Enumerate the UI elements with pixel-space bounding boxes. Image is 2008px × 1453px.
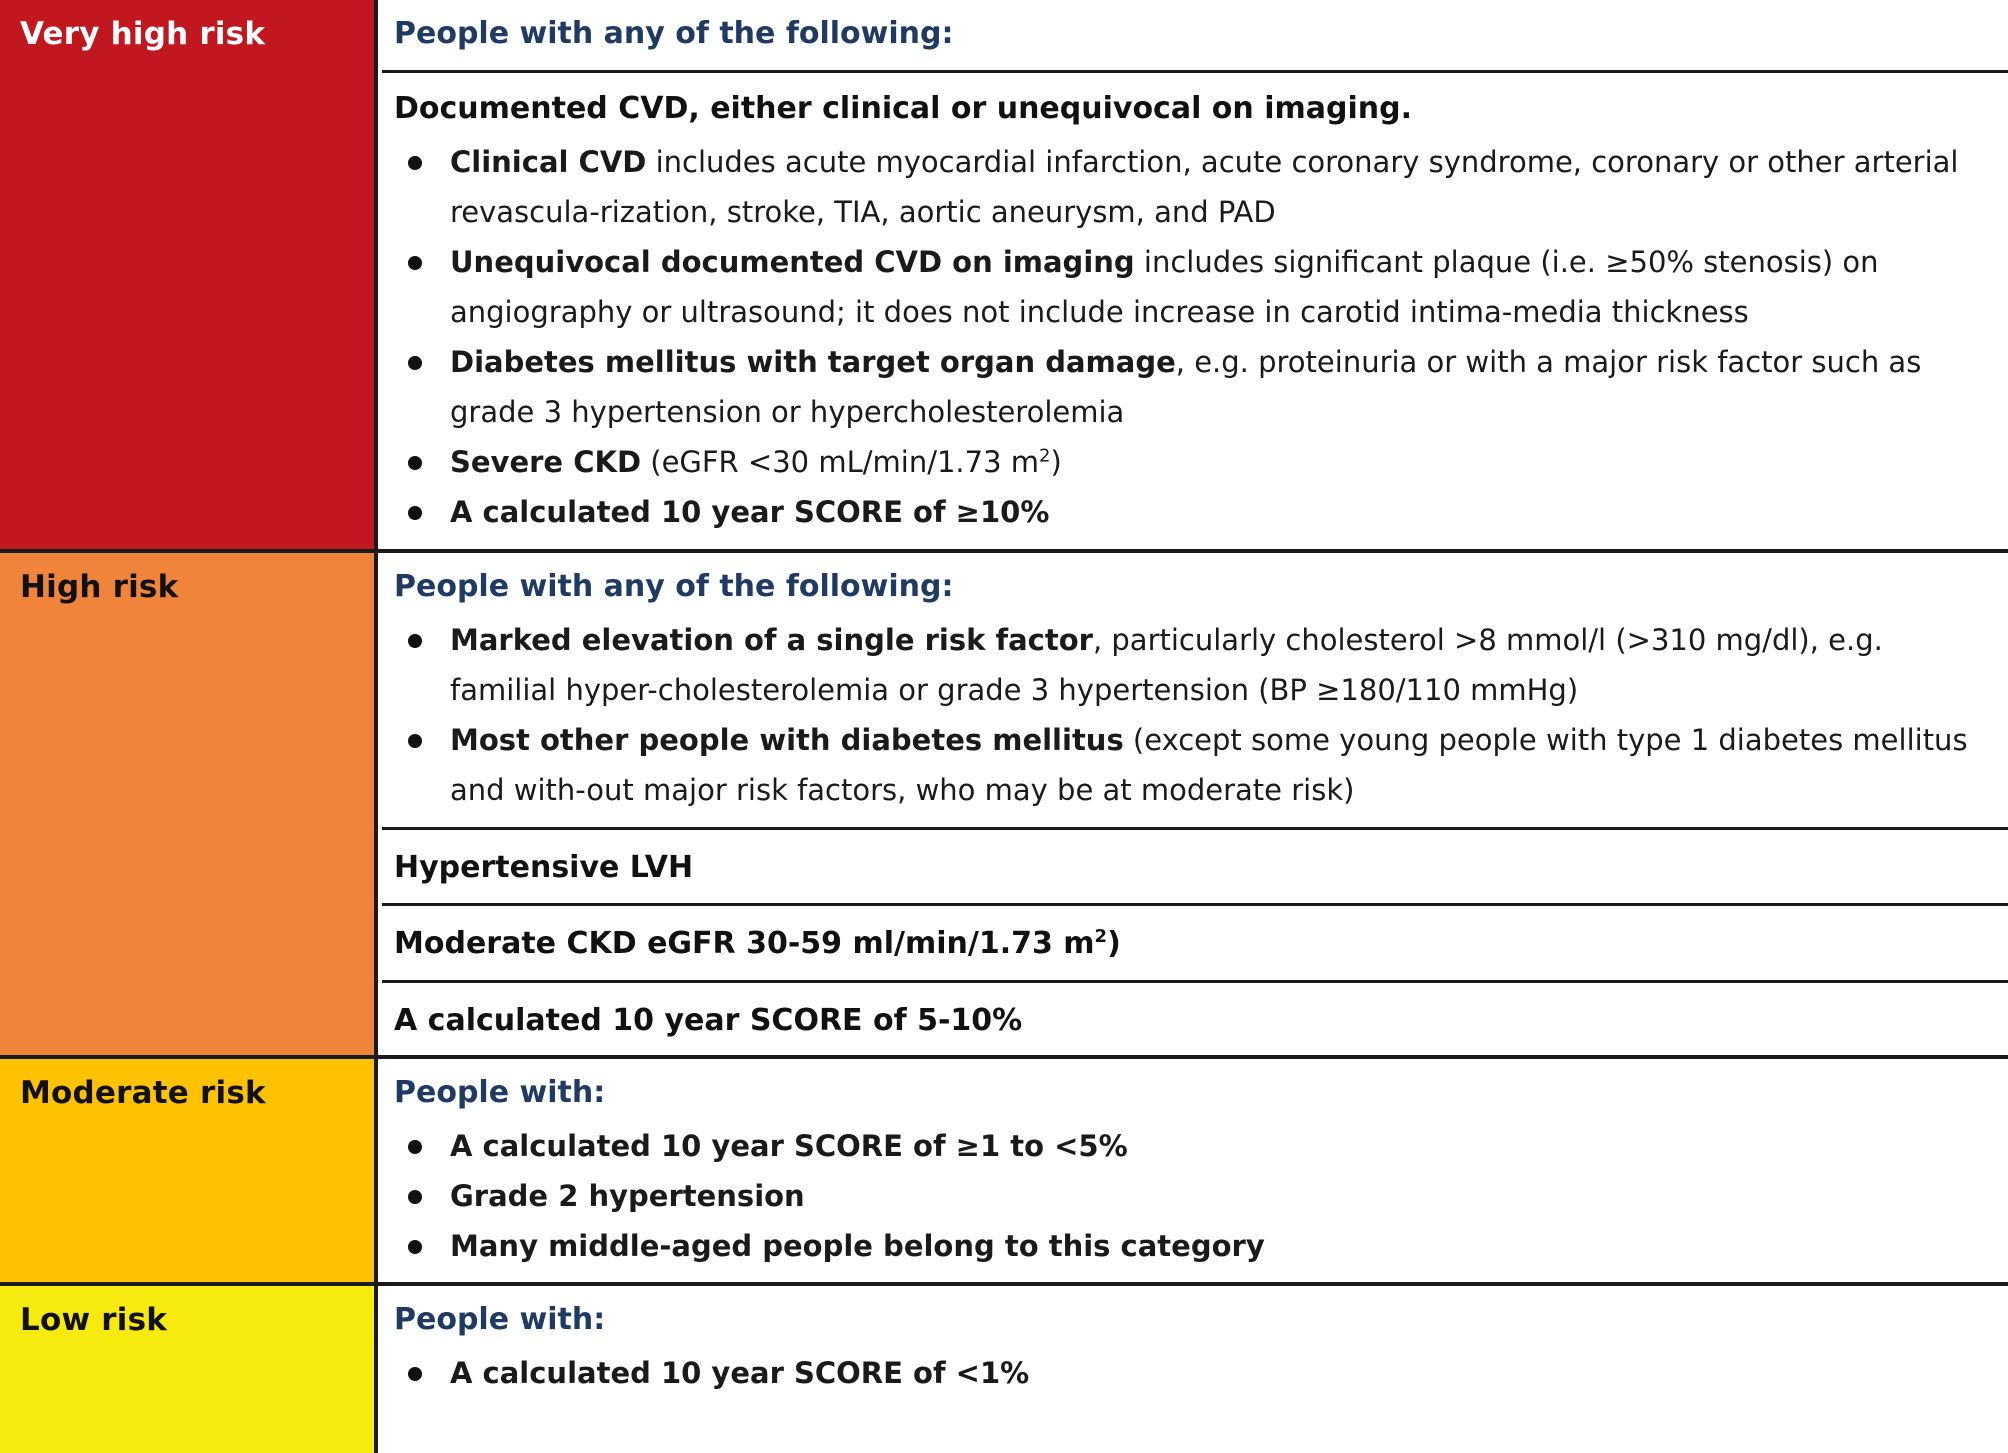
lead-text: People with: [394,1302,606,1337]
very-high-risk-criteria-list [394,137,1994,537]
moderate-risk-content [382,1059,2008,1282]
list-item: A calculated 10 year SCORE of ≥10% [394,487,1994,537]
lvh-cell [382,830,2008,906]
documented-cvd-heading: Documented CVD, either clinical or unequivocal on imaging. [394,91,1412,126]
list-item: Severe CKD (eGFR <30 mL/min/1.73 $m^2$) [394,437,1994,487]
list-item: Marked elevation of a single risk factor, particularly cholesterol >8 mmol/l (>310 mg/dl), e.g. familial hyper-cholesterolemia or grade 3 hypertension (BP ≥180/110 mmHg) [394,615,1994,715]
very-high-risk-row [0,0,2008,553]
moderate-ckd-text: Moderate CKD eGFR 30-59 ml/min/1.73 $m^2$) [394,926,1121,961]
lead-text: People with any of the following: [394,569,954,604]
low-risk-category [0,1286,378,1453]
high-risk-category [0,553,378,1055]
score-cell [382,983,2008,1055]
score-text: A calculated 10 year SCORE of 5-10% [394,1003,1023,1038]
low-risk-row [0,1286,2008,1453]
very-high-risk-category [0,0,378,549]
high-risk-content [382,553,2008,1055]
high-risk-row [0,553,2008,1059]
list-item: Grade 2 hypertension [394,1171,1994,1221]
category-label: Very high risk [20,16,266,52]
low-risk-content [382,1286,2008,1453]
list-item: Diabetes mellitus with target organ damage, e.g. proteinuria or with a major risk factor such as grade 3 hypertension or hypercholesterolemia [394,337,1994,437]
very-high-risk-content [382,0,2008,549]
category-label: Moderate risk [20,1075,266,1111]
criteria-cell [382,73,2008,549]
list-item: Unequivocal documented CVD on imaging includes significant plaque (i.e. ≥50% stenosis) on angiography or ultrasound; it does not include increase in carotid intima-media thickness [394,237,1994,337]
list-item: Most other people with diabetes mellitus (except some young people with type 1 diabetes mellitus and with-out major risk factors, who may be at moderate risk) [394,715,1994,815]
lead-text: People with: [394,1075,606,1110]
moderate-risk-category [0,1059,378,1282]
list-item: Clinical CVD includes acute myocardial infarction, acute coronary syndrome, coronary or other arterial revascula-rization, stroke, TIA, aortic aneurysm, and PAD [394,137,1994,237]
lead-cell [382,0,2008,73]
high-risk-criteria-list [394,615,1994,815]
criteria-cell [382,553,2008,830]
moderate-risk-row [0,1059,2008,1286]
moderate-risk-criteria-list [394,1121,1994,1271]
lead-text: People with any of the following: [394,16,954,51]
hypertensive-lvh-text: Hypertensive LVH [394,850,694,885]
category-label: Low risk [20,1302,168,1338]
list-item: Many middle-aged people belong to this category [394,1221,1994,1271]
list-item: A calculated 10 year SCORE of ≥1 to <5% [394,1121,1994,1171]
ckd-cell [382,906,2008,983]
list-item: A calculated 10 year SCORE of <1% [394,1348,1994,1398]
low-risk-criteria-list [394,1348,1994,1398]
category-label: High risk [20,569,179,605]
